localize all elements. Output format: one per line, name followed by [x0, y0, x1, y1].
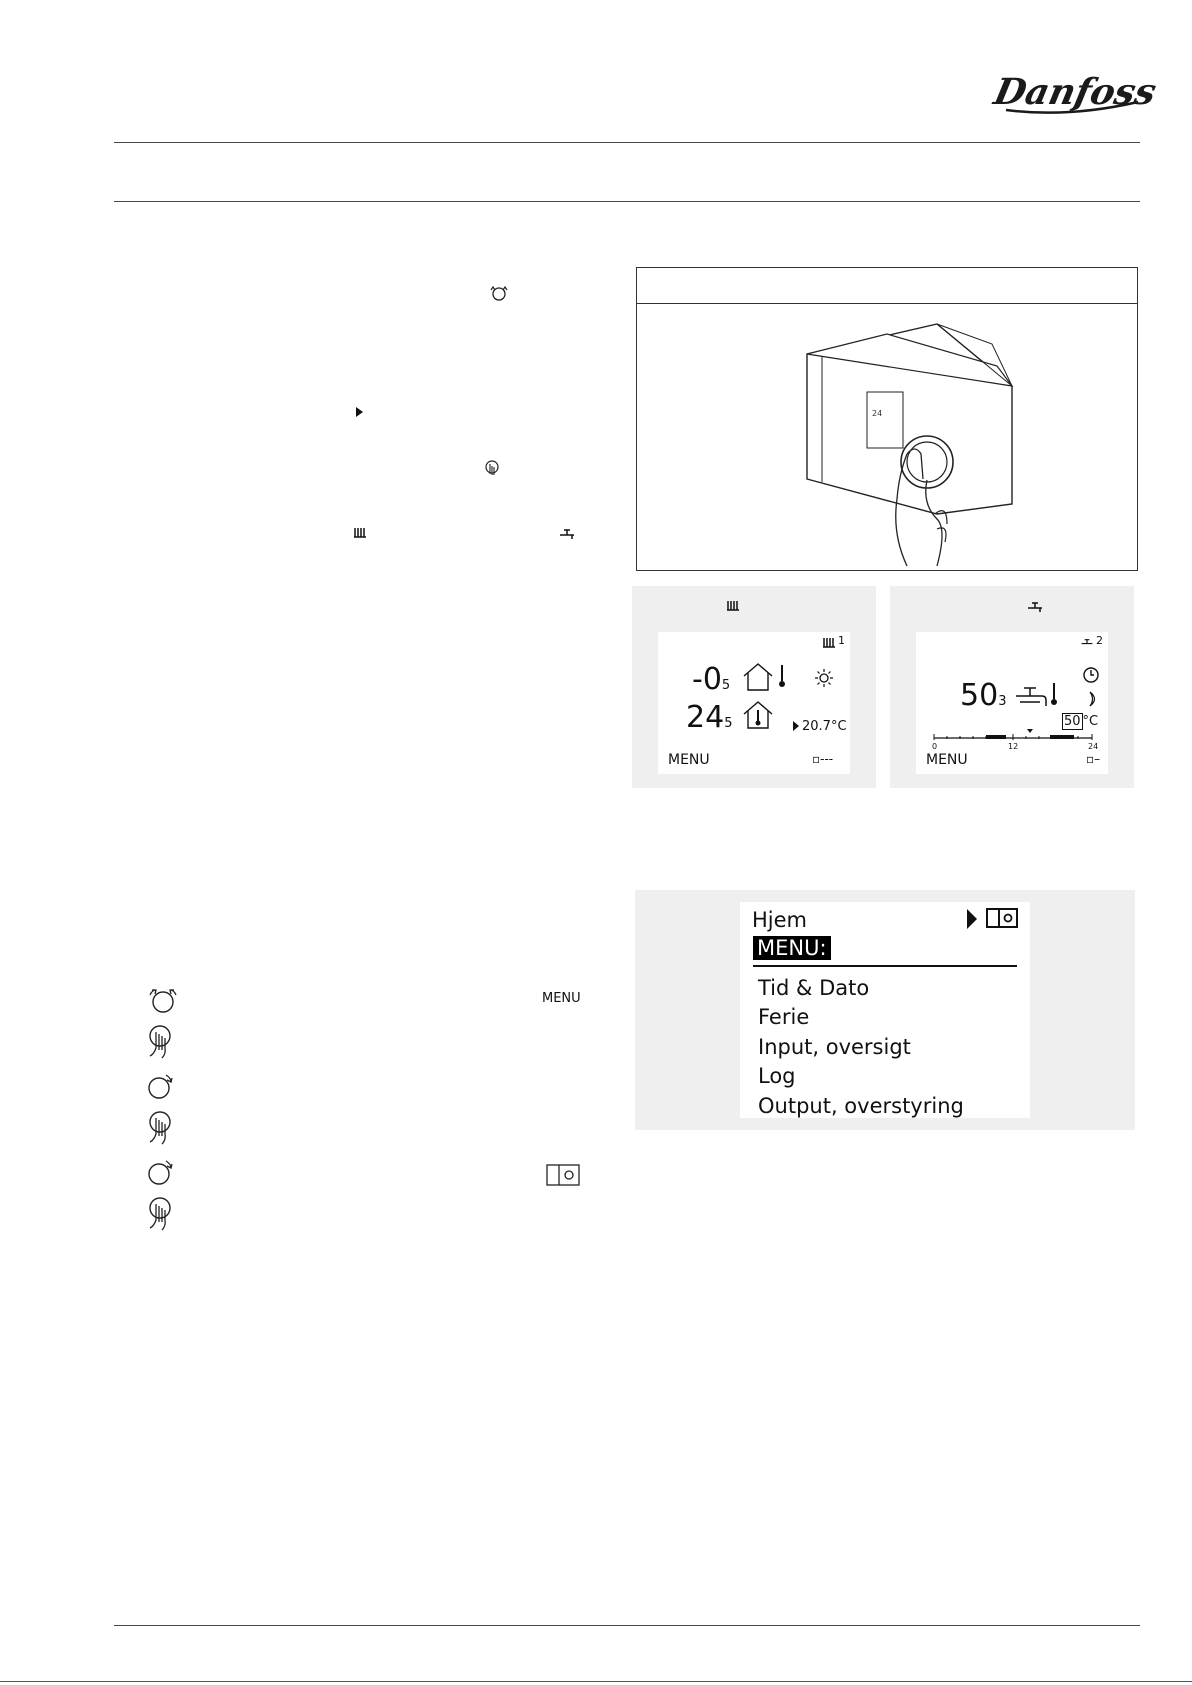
turn-right-icon	[144, 1072, 176, 1102]
clock-icon	[1082, 666, 1100, 684]
system-info-icon	[986, 908, 1018, 928]
svg-text:24: 24	[872, 409, 883, 418]
scale-label-0: 0	[932, 742, 938, 751]
setpoint-box: 50	[1064, 714, 1081, 729]
page-bottom-rule	[0, 1681, 1192, 1682]
house-icon	[742, 662, 774, 692]
setpoint-value: 20.7	[802, 719, 831, 734]
outdoor-temp-int: -0	[692, 662, 722, 697]
turn-right-icon	[144, 1158, 176, 1188]
push-dial-icon	[484, 460, 500, 480]
danfoss-logo	[990, 58, 1161, 122]
turn-dial-both-icon	[144, 986, 182, 1016]
dhw-temp	[960, 678, 1006, 713]
heating-lcd	[658, 632, 850, 774]
push-dial-icon	[144, 1196, 174, 1232]
circuit-number: 1	[838, 634, 845, 647]
scale-label-12: 12	[1008, 742, 1019, 751]
outdoor-temp	[692, 662, 730, 697]
moon-icon	[1086, 690, 1100, 708]
setpoint-unit: °C	[830, 719, 847, 734]
circuit-number: 2	[1096, 634, 1103, 647]
heating-screen-panel	[632, 586, 876, 788]
tap-large-icon	[1014, 682, 1048, 710]
menu-label[interactable]: MENU	[668, 752, 710, 768]
menu-screen-panel	[635, 890, 1135, 1130]
dhw-lcd	[916, 632, 1108, 774]
right-arrow-icon	[355, 406, 365, 418]
tap-icon	[1080, 636, 1094, 648]
dhw-temp-dec: 3	[998, 694, 1007, 709]
header-rule-bottom	[114, 201, 1140, 202]
setpoint-arrow-icon	[792, 720, 800, 732]
push-dial-icon	[144, 1024, 174, 1060]
menu-lcd	[740, 902, 1030, 1118]
room-setpoint	[802, 719, 847, 734]
tap-icon	[558, 526, 576, 540]
dhw-temp-int: 50	[960, 678, 999, 713]
controller-illustration	[637, 304, 1137, 568]
room-temp	[686, 700, 732, 735]
push-dial-icon	[144, 1110, 174, 1146]
thermometer-icon	[1050, 682, 1058, 706]
footer-rule	[114, 1625, 1140, 1626]
system-info-icon	[546, 1164, 580, 1186]
cursor-arrow-icon	[966, 908, 978, 930]
room-temp-int: 24	[686, 700, 725, 735]
menu-highlight[interactable]: MENU:	[753, 936, 831, 960]
outdoor-temp-dec: 5	[721, 678, 731, 693]
menu-item-log[interactable]: Log	[758, 1064, 796, 1088]
tap-icon	[1026, 599, 1044, 613]
menu-divider	[753, 965, 1017, 967]
menu-item-output-overstyring[interactable]: Output, overstyring	[758, 1094, 964, 1118]
status-indicator: ▫–	[1086, 752, 1101, 766]
svg-text:Danfoss: Danfoss	[990, 70, 1161, 113]
menu-title: Hjem	[752, 908, 808, 932]
radiator-icon	[726, 599, 740, 611]
radiator-icon	[822, 636, 836, 648]
room-temp-dec: 5	[724, 716, 733, 731]
menu-item-input-oversigt[interactable]: Input, oversigt	[758, 1035, 911, 1059]
scale-label-24: 24	[1088, 742, 1099, 751]
menu-label[interactable]: MENU	[926, 752, 968, 768]
dhw-screen-panel	[890, 586, 1134, 788]
setpoint-unit: °C	[1082, 714, 1099, 729]
turn-dial-icon	[488, 284, 510, 302]
house-thermometer-icon	[742, 700, 774, 730]
menu-label-inline: MENU	[542, 991, 581, 1006]
thermometer-icon	[778, 664, 786, 688]
status-indicator: ▫---	[812, 752, 834, 766]
dhw-setpoint	[1062, 714, 1098, 729]
time-schedule-bar	[932, 728, 1096, 742]
device-figure	[636, 267, 1138, 571]
radiator-icon	[353, 526, 367, 538]
header-rule-top	[114, 142, 1140, 143]
menu-item-tid-dato[interactable]: Tid & Dato	[758, 976, 870, 1000]
menu-item-ferie[interactable]: Ferie	[758, 1005, 810, 1029]
sun-icon	[814, 668, 834, 688]
